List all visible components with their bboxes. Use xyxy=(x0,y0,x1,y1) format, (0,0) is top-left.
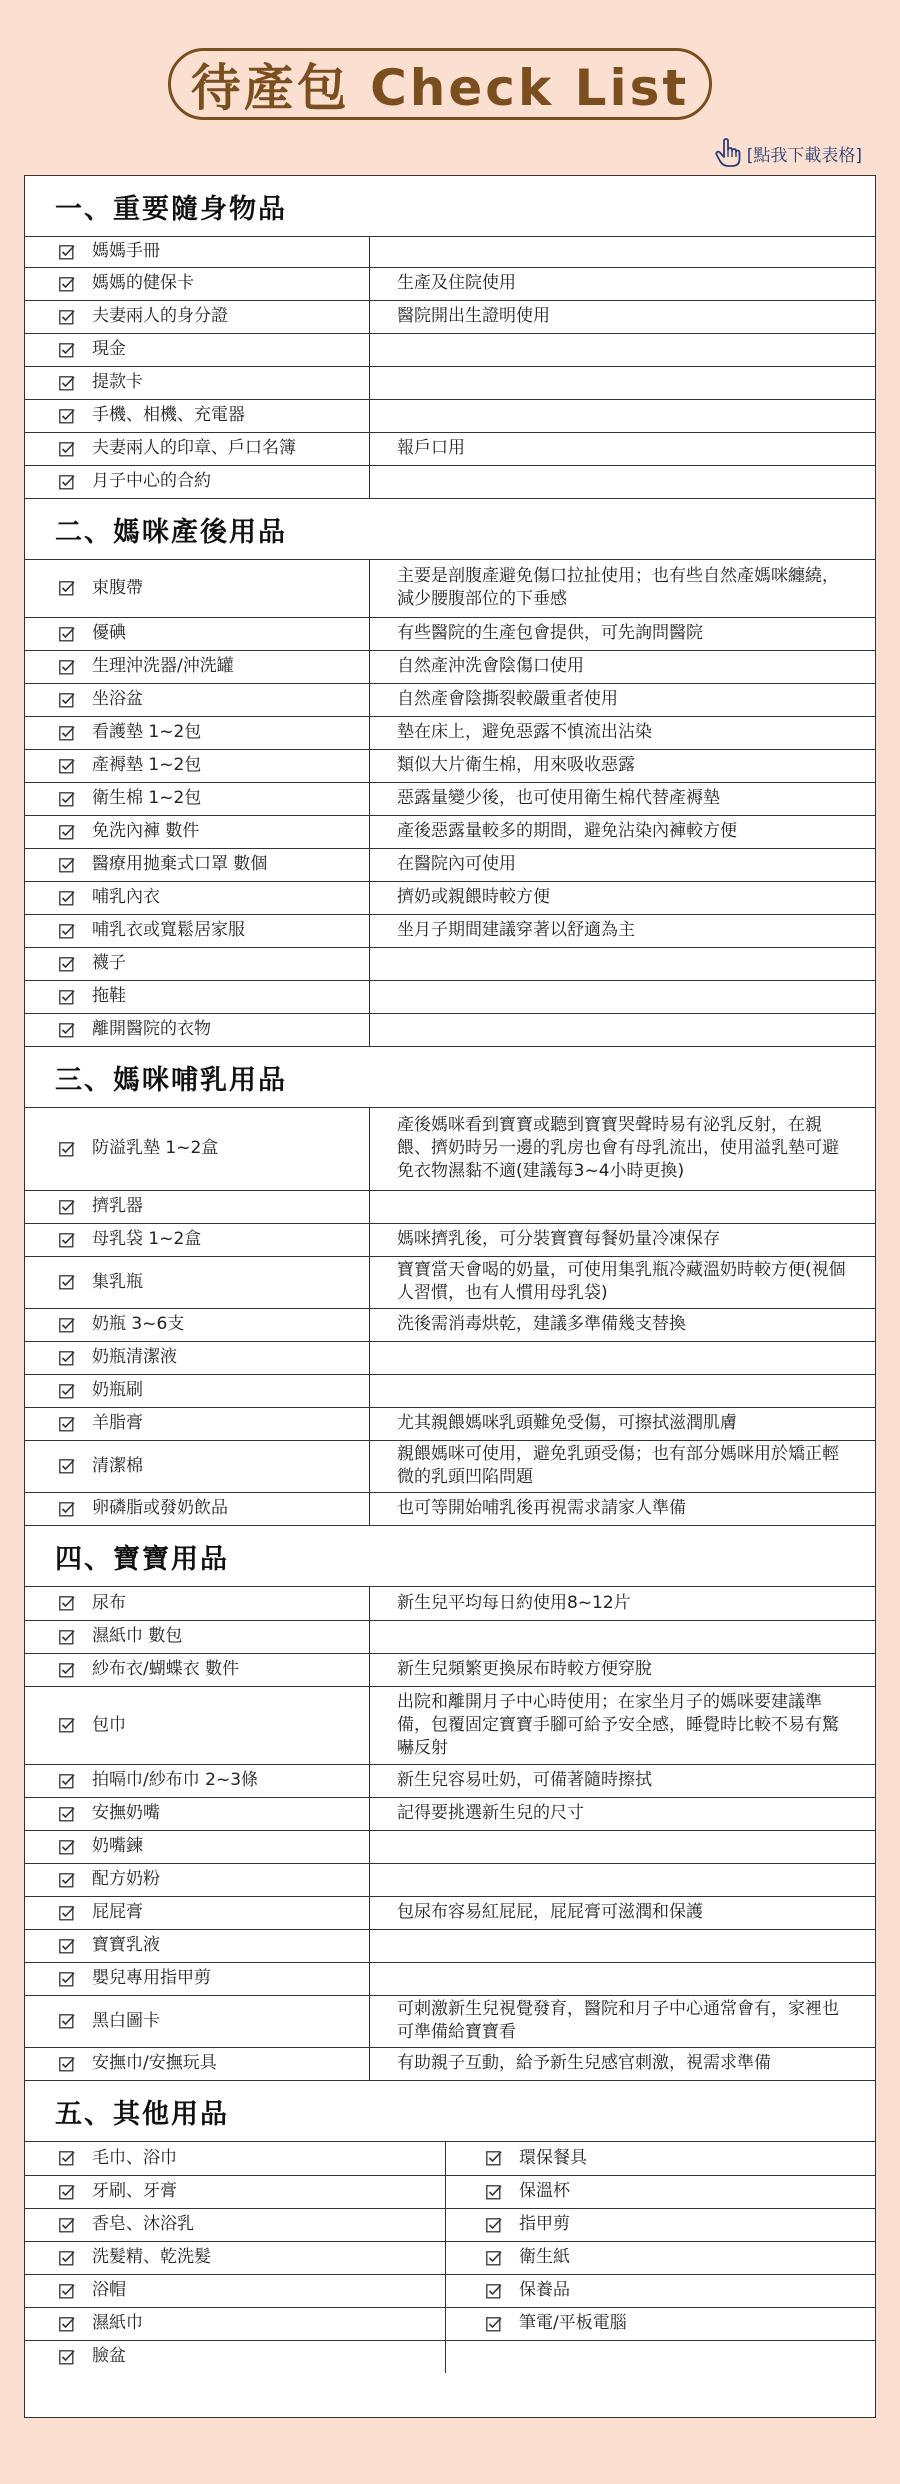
item-label: 拖鞋 xyxy=(92,986,126,1006)
checklist-row xyxy=(25,749,875,782)
item-note: 生產及住院使用 xyxy=(370,267,876,300)
section-title-breastfeeding: 三、媽咪哺乳用品 xyxy=(25,1047,875,1108)
checklist-row xyxy=(25,2307,875,2340)
item-label: 提款卡 xyxy=(92,372,143,392)
item-note: 尤其親餵媽咪乳頭難免受傷，可擦拭滋潤肌膚 xyxy=(370,1407,876,1440)
checklist-row xyxy=(25,399,875,432)
checklist-row xyxy=(25,716,875,749)
item-label: 黑白圖卡 xyxy=(92,2010,160,2031)
item-note: 新生兒容易吐奶，可備著隨時擦拭 xyxy=(370,1764,876,1797)
item-label: 筆電/平板電腦 xyxy=(519,2313,627,2333)
checkbox-icon[interactable] xyxy=(59,758,75,774)
checklist-row xyxy=(25,650,875,683)
item-label: 產褥墊 1~2包 xyxy=(92,755,202,775)
item-note xyxy=(370,947,876,980)
item-note: 媽咪擠乳後，可分裝寶寶每餐奶量冷凍保存 xyxy=(370,1223,876,1256)
item-label: 衛生棉 1~2包 xyxy=(92,788,202,808)
checkbox-icon[interactable] xyxy=(59,1458,75,1474)
item-note xyxy=(370,465,876,498)
checklist-row xyxy=(25,1440,875,1492)
checkbox-icon[interactable] xyxy=(486,2184,502,2200)
item-label: 包巾 xyxy=(92,1714,126,1735)
checkbox-icon[interactable] xyxy=(59,857,75,873)
checkbox-icon[interactable] xyxy=(486,2217,502,2233)
checklist-row xyxy=(25,1830,875,1863)
checkbox-icon[interactable] xyxy=(59,2283,75,2299)
checkbox-icon[interactable] xyxy=(59,989,75,1005)
checkbox-icon[interactable] xyxy=(59,1905,75,1921)
checkbox-icon[interactable] xyxy=(59,626,75,642)
download-table-link[interactable] xyxy=(715,138,862,168)
checkbox-icon[interactable] xyxy=(59,276,75,292)
page-title: 待產包 Check List xyxy=(168,48,712,120)
checkbox-icon[interactable] xyxy=(59,1629,75,1645)
checkbox-icon[interactable] xyxy=(59,1662,75,1678)
item-note xyxy=(370,1830,876,1863)
item-label: 安撫巾/安撫玩具 xyxy=(92,2053,217,2074)
item-note xyxy=(370,237,876,267)
checkbox-icon[interactable] xyxy=(59,1022,75,1038)
item-label: 香皂、沐浴乳 xyxy=(92,2214,194,2234)
checkbox-icon[interactable] xyxy=(59,1350,75,1366)
checklist-row xyxy=(25,1374,875,1407)
item-label: 洗髮精、乾洗髮 xyxy=(92,2247,211,2267)
checklist-row xyxy=(25,1013,875,1046)
checkbox-icon[interactable] xyxy=(59,1383,75,1399)
checklist-row xyxy=(25,1863,875,1896)
item-note: 自然產會陰撕裂較嚴重者使用 xyxy=(370,683,876,716)
item-note xyxy=(370,1341,876,1374)
section-table-baby xyxy=(25,1587,875,2080)
checkbox-icon[interactable] xyxy=(59,1274,75,1290)
item-note: 新生兒平均每日約使用8~12片 xyxy=(370,1587,876,1620)
item-label: 生理沖洗器/沖洗罐 xyxy=(92,656,234,676)
section-title-important: 一、重要隨身物品 xyxy=(25,176,875,237)
checklist-row xyxy=(25,1256,875,1308)
section-table-important xyxy=(25,237,875,498)
item-note: 主要是剖腹產避免傷口拉扯使用；也有些自然產媽咪纏繞，減少腰腹部位的下垂感 xyxy=(370,560,876,617)
checkbox-icon[interactable] xyxy=(486,2316,502,2332)
item-note xyxy=(370,1013,876,1046)
checkbox-icon[interactable] xyxy=(59,1595,75,1611)
item-note: 新生兒頻繁更換尿布時較方便穿脫 xyxy=(370,1653,876,1686)
checklist-row xyxy=(25,1896,875,1929)
checklist-row xyxy=(25,1797,875,1830)
item-label: 牙刷、牙膏 xyxy=(92,2181,177,2201)
item-note xyxy=(370,980,876,1013)
item-label: 衛生紙 xyxy=(519,2247,570,2267)
item-note: 也可等開始哺乳後再視需求請家人準備 xyxy=(397,1498,686,1519)
checkbox-icon[interactable] xyxy=(59,1971,75,1987)
checkbox-icon[interactable] xyxy=(59,1416,75,1432)
item-label: 夫妻兩人的印章、戶口名簿 xyxy=(92,438,296,458)
checklist-row xyxy=(25,617,875,650)
checkbox-icon[interactable] xyxy=(59,1501,75,1517)
item-label: 媽媽手冊 xyxy=(92,241,160,262)
item-note xyxy=(370,333,876,366)
item-note xyxy=(370,1190,876,1223)
item-note: 類似大片衛生棉，用來吸收惡露 xyxy=(370,749,876,782)
item-label: 集乳瓶 xyxy=(92,1271,143,1292)
checkbox-icon[interactable] xyxy=(59,1872,75,1888)
hand-pointer-icon xyxy=(715,138,741,168)
item-label: 毛巾、浴巾 xyxy=(92,2147,177,2168)
item-note: 醫院開出生證明使用 xyxy=(370,300,876,333)
item-note: 有助親子互動，給予新生兒感官刺激，視需求準備 xyxy=(397,2053,771,2074)
item-label: 卵磷脂或發奶飲品 xyxy=(92,1498,228,1519)
item-label: 尿布 xyxy=(92,1592,126,1613)
checklist-row xyxy=(25,333,875,366)
item-label: 屁屁膏 xyxy=(92,1902,143,1922)
checkbox-icon[interactable] xyxy=(486,2250,502,2266)
item-note xyxy=(370,1962,876,1995)
item-note: 親餵媽咪可使用，避免乳頭受傷；也有部分媽咪用於矯正輕微的乳頭凹陷問題 xyxy=(370,1440,876,1492)
section-table-postpartum xyxy=(25,560,875,1046)
checklist-row xyxy=(25,782,875,815)
item-note xyxy=(370,399,876,432)
section-title-others: 五、其他用品 xyxy=(25,2081,875,2142)
item-note xyxy=(370,1620,876,1653)
item-label: 濕紙巾 數包 xyxy=(92,1626,183,1646)
checkbox-icon[interactable] xyxy=(59,2150,75,2166)
checkbox-icon[interactable] xyxy=(59,441,75,457)
checkbox-icon[interactable] xyxy=(59,1199,75,1215)
item-label: 濕紙巾 xyxy=(92,2313,143,2333)
checkbox-icon[interactable] xyxy=(59,692,75,708)
item-note: 產後媽咪看到寶寶或聽到寶寶哭聲時易有泌乳反射，在親餵、擠奶時另一邊的乳房也會有母乳流出，使用溢乳墊可避免衣物濕黏不適(建議每3~4小時更換) xyxy=(370,1108,876,1190)
checklist-row xyxy=(25,2142,875,2175)
checklist-row xyxy=(25,1653,875,1686)
item-note: 出院和離開月子中心時使用；在家坐月子的媽咪要建議準備，包覆固定寶寶手腳可給予安全感，睡覺時比較不易有驚嚇反射 xyxy=(370,1686,876,1764)
item-label: 月子中心的合約 xyxy=(92,471,211,492)
item-label: 哺乳內衣 xyxy=(92,887,160,907)
checklist-row xyxy=(25,1492,875,1525)
checklist-row xyxy=(25,1686,875,1764)
checklist-row xyxy=(25,237,875,267)
checkbox-icon[interactable] xyxy=(59,791,75,807)
checkbox-icon[interactable] xyxy=(59,1141,75,1157)
item-label: 保溫杯 xyxy=(519,2181,570,2201)
checkbox-icon[interactable] xyxy=(59,1317,75,1333)
download-link-label[interactable]: [點我下載表格] xyxy=(746,145,862,166)
item-label: 奶嘴鍊 xyxy=(92,1836,143,1856)
item-note: 報戶口用 xyxy=(370,432,876,465)
checkbox-icon[interactable] xyxy=(59,580,75,596)
checklist-row xyxy=(25,1223,875,1256)
item-label: 指甲剪 xyxy=(519,2214,570,2234)
item-label: 束腹帶 xyxy=(92,577,143,598)
item-note xyxy=(370,366,876,399)
checkbox-icon[interactable] xyxy=(59,309,75,325)
checkbox-icon[interactable] xyxy=(59,1773,75,1789)
checkbox-icon[interactable] xyxy=(59,244,75,260)
checklist-row xyxy=(25,1308,875,1341)
checkbox-icon[interactable] xyxy=(59,2184,75,2200)
checkbox-icon[interactable] xyxy=(486,2283,502,2299)
checkbox-icon[interactable] xyxy=(486,2150,502,2166)
item-note xyxy=(370,1929,876,1962)
checkbox-icon[interactable] xyxy=(59,1806,75,1822)
checklist-row xyxy=(25,2241,875,2274)
checkbox-icon[interactable] xyxy=(59,408,75,424)
checkbox-icon[interactable] xyxy=(59,2349,75,2365)
checklist-row xyxy=(25,1407,875,1440)
item-label: 防溢乳墊 1~2盒 xyxy=(92,1138,219,1159)
checklist-row xyxy=(25,848,875,881)
checkbox-icon[interactable] xyxy=(59,342,75,358)
item-label: 媽媽的健保卡 xyxy=(92,273,194,293)
checklist-row xyxy=(25,267,875,300)
checkbox-icon[interactable] xyxy=(59,2056,75,2072)
item-label: 奶瓶刷 xyxy=(92,1380,143,1400)
item-note: 產後惡露量較多的期間，避免沾染內褲較方便 xyxy=(370,815,876,848)
checklist-card xyxy=(24,175,876,2418)
item-note: 有些醫院的生產包會提供，可先詢問醫院 xyxy=(370,617,876,650)
checklist-row xyxy=(25,2340,875,2373)
item-label: 優碘 xyxy=(92,623,126,643)
checkbox-icon[interactable] xyxy=(59,824,75,840)
item-label: 手機、相機、充電器 xyxy=(92,405,245,425)
item-note: 記得要挑選新生兒的尺寸 xyxy=(370,1797,876,1830)
item-label: 浴帽 xyxy=(92,2280,126,2300)
item-label: 臉盆 xyxy=(92,2346,126,2367)
checkbox-icon[interactable] xyxy=(59,890,75,906)
checklist-row xyxy=(25,1764,875,1797)
item-label: 寶寶乳液 xyxy=(92,1935,160,1955)
section-title-baby: 四、寶寶用品 xyxy=(25,1526,875,1587)
item-note xyxy=(370,1374,876,1407)
item-note: 寶寶當天會喝的奶量，可使用集乳瓶冷藏溫奶時較方便(視個人習慣，也有人慣用母乳袋) xyxy=(370,1256,876,1308)
checklist-row xyxy=(25,1929,875,1962)
item-note: 自然產沖洗會陰傷口使用 xyxy=(370,650,876,683)
item-label: 安撫奶嘴 xyxy=(92,1803,160,1823)
item-label: 清潔棉 xyxy=(92,1455,143,1476)
checklist-row xyxy=(25,465,875,498)
item-label: 嬰兒專用指甲剪 xyxy=(92,1968,211,1988)
section-table-others xyxy=(25,2142,875,2373)
item-note: 洗後需消毒烘乾，建議多準備幾支替換 xyxy=(370,1308,876,1341)
item-label: 羊脂膏 xyxy=(92,1413,143,1433)
item-label: 拍嗝巾/紗布巾 2~3條 xyxy=(92,1770,259,1790)
item-label: 醫療用拋棄式口罩 數個 xyxy=(92,854,268,874)
checklist-row xyxy=(25,2208,875,2241)
checkbox-icon[interactable] xyxy=(59,1717,75,1733)
item-label: 擠乳器 xyxy=(92,1196,143,1216)
section-title-postpartum: 二、媽咪產後用品 xyxy=(25,499,875,560)
checklist-row xyxy=(25,815,875,848)
checkbox-icon[interactable] xyxy=(59,2316,75,2332)
checklist-row xyxy=(25,980,875,1013)
checkbox-icon[interactable] xyxy=(59,1232,75,1248)
checkbox-icon[interactable] xyxy=(59,2013,75,2029)
checklist-row xyxy=(25,914,875,947)
item-label: 坐浴盆 xyxy=(92,689,143,709)
item-label: 母乳袋 1~2盒 xyxy=(92,1229,202,1249)
item-note: 坐月子期間建議穿著以舒適為主 xyxy=(370,914,876,947)
item-label: 配方奶粉 xyxy=(92,1869,160,1889)
checkbox-icon[interactable] xyxy=(59,1938,75,1954)
checklist-row xyxy=(25,2274,875,2307)
checkbox-icon[interactable] xyxy=(59,1839,75,1855)
item-label: 哺乳衣或寬鬆居家服 xyxy=(92,920,245,940)
checklist-row xyxy=(25,560,875,617)
checkbox-icon[interactable] xyxy=(59,474,75,490)
item-label: 現金 xyxy=(92,339,126,359)
item-note xyxy=(370,1863,876,1896)
checkbox-icon[interactable] xyxy=(59,659,75,675)
item-note: 在醫院內可使用 xyxy=(370,848,876,881)
item-note: 墊在床上，避免惡露不慎流出沾染 xyxy=(370,716,876,749)
item-label: 免洗內褲 數件 xyxy=(92,821,200,841)
item-label: 夫妻兩人的身分證 xyxy=(92,306,228,326)
checklist-row xyxy=(25,2175,875,2208)
item-label: 紗布衣/蝴蝶衣 數件 xyxy=(92,1659,240,1679)
item-label: 離開醫院的衣物 xyxy=(92,1019,211,1040)
section-table-breastfeeding xyxy=(25,1108,875,1525)
checklist-row xyxy=(25,2047,875,2080)
checkbox-icon[interactable] xyxy=(59,2250,75,2266)
checklist-row xyxy=(25,432,875,465)
item-note: 惡露量變少後，也可使用衛生棉代替產褥墊 xyxy=(370,782,876,815)
checkbox-icon[interactable] xyxy=(59,2217,75,2233)
checklist-row xyxy=(25,300,875,333)
checklist-row xyxy=(25,1108,875,1190)
checklist-row xyxy=(25,947,875,980)
checkbox-icon[interactable] xyxy=(59,956,75,972)
checklist-row xyxy=(25,1587,875,1620)
checkbox-icon[interactable] xyxy=(59,375,75,391)
checklist-row xyxy=(25,1620,875,1653)
checklist-row xyxy=(25,1995,875,2047)
checklist-row xyxy=(25,1190,875,1223)
checklist-row xyxy=(25,1341,875,1374)
checkbox-icon[interactable] xyxy=(59,725,75,741)
item-label: 奶瓶 3~6支 xyxy=(92,1314,185,1334)
header xyxy=(0,0,900,125)
item-note: 擠奶或親餵時較方便 xyxy=(370,881,876,914)
item-label: 襪子 xyxy=(92,953,126,973)
item-label: 看護墊 1~2包 xyxy=(92,722,202,742)
item-label: 保養品 xyxy=(519,2280,570,2300)
item-label: 奶瓶清潔液 xyxy=(92,1347,177,1367)
checklist-row xyxy=(25,881,875,914)
checkbox-icon[interactable] xyxy=(59,923,75,939)
item-label: 環保餐具 xyxy=(519,2147,587,2168)
checklist-row xyxy=(25,366,875,399)
checklist-row xyxy=(25,683,875,716)
item-note: 可刺激新生兒視覺發育，醫院和月子中心通常會有，家裡也可準備給寶寶看 xyxy=(370,1995,876,2047)
item-note: 包尿布容易紅屁屁，屁屁膏可滋潤和保護 xyxy=(370,1896,876,1929)
checklist-row xyxy=(25,1962,875,1995)
